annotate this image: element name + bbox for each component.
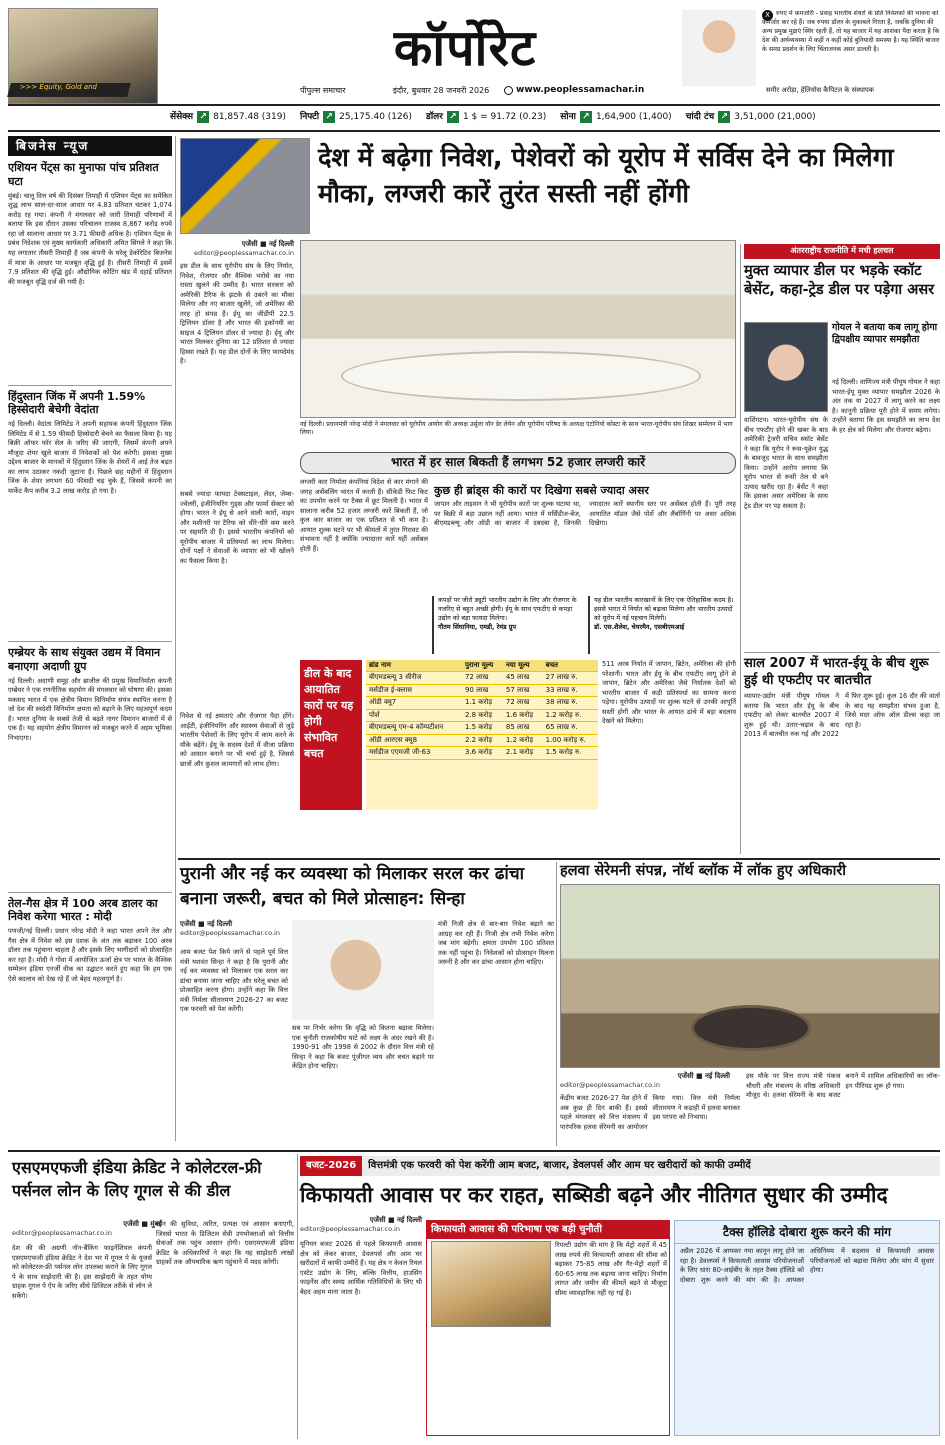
savings-table-tag: डील के बाद आयातित कारों पर यह होगी संभावित बचत bbox=[300, 660, 362, 810]
sinha-body-col1: आम बजट पेश किये जाने से पहले पूर्व वित्त मंत्री यशवंत सिन्हा ने कहा है कि पुरानी और नई कर व्यवस्था को मिलाकर एक सरल कर ढांचा बनाया जाना चाहिए और घरेलू बचत को प्रोत्साहित करना होगा। उन्होंने कहा कि वित्त मंत्री निर्मला सीतारमण 2026-27 का बजट एक फरवरी को पेश करेंगी। bbox=[180, 948, 288, 1014]
halwa-body-col1: केंद्रीय बजट 2026-27 पेश होने में अब कुछ ही दिन बाकी हैं। इससे पहले मंगलवार को वित्त मंत्रालय में पारंपरिक हलवा सेरेमनी का आयोजन किया गया। वित्त मंत्री निर्मला सीतारमण ने कड़ाही में हलवा बनाकर इस परंपरा को निभाया। bbox=[560, 1094, 740, 1131]
halwa-divider bbox=[556, 862, 557, 1146]
table-cell: 2.1 करोड़ bbox=[503, 747, 543, 759]
table-cell: 27 लाख रु. bbox=[543, 672, 598, 684]
summit-table-shape bbox=[341, 351, 701, 401]
section-label-business-news: बिजनेस न्यूज bbox=[8, 136, 172, 156]
lead-body-col2: सबसे ज्यादा फायदा टेक्सटाइल, लेदर, जेम्स-ज्वेलरी, इंजीनियरिंग गुड्स और फार्मा सेक्टर को होगा। भारत ने ईयू से आने वाली कारों, वाइन और मशीनरी पर टैरिफ को धीरे-धीरे कम करने पर सहमति दी है। इससे भारतीय कंपनियों को यूरोपीय बाजार में प्रतिस्पर्धा का लाभ मिलेगा। दोनों पक्षों ने सेवाओं के व्यापार को भी खोलने का फैसला किया है। bbox=[180, 490, 294, 565]
right-divider bbox=[740, 244, 741, 854]
table-cell: 90 लाख bbox=[462, 684, 503, 696]
lead-email: editor@peoplessamachar.co.in bbox=[194, 249, 294, 258]
quote-text: रुपए में कमजोरी - प्रवाह भारतीय शेयरों के प्रति निवेशकों की भावना को कमजोर कर रहे हैं। जब रुपया डॉलर के मुकाबले गिरता है, जबकि दुनिया की अन्य प्रमुख मुद्राएं स्थिर रहती हैं, तो यह बाजार में यह आशंका पैदा करता है कि देश की अर्थव्यवस्था में कहीं न कहीं कोई बुनियादी समस्या है। यह स्थिति बाजार के समग्र प्रदर्शन के लिए चिंताजनक असर डालती है। bbox=[762, 10, 940, 53]
table-cell: 1.5 करोड़ रु. bbox=[543, 747, 598, 759]
tax-holiday-box bbox=[674, 1220, 940, 1436]
ticker-gold: सोना ↗ 1,64,900 (1,400) bbox=[560, 111, 672, 122]
budget-kicker-row bbox=[300, 1156, 940, 1176]
ticker-nifty: निफ्टी ↗ 25,175.40 (126) bbox=[299, 111, 412, 122]
story-asian-paints-body: मुंबई। चालू वित्त वर्ष की दिसंबर तिमाही में एशियन पेंट्स का समेकित शुद्ध लाभ साल-दर-साल आधार पर 4.83 प्रतिशत घटकर 1,074 करोड़ रह गया। कंपनी ने मंगलवार को जारी तिमाही परिणामों में बताया कि इस दौरान उसका परिचालन राजस्व 8,867 करोड़ रुपये रहा जो सालाना आधार पर 3.71 फीसदी अधिक है। एशियन पेंट्स के प्रबंध निदेशक एवं मुख्य कार्यकारी अधिकारी अमित सिंगले ने कहा कि यह लगातार तीसरी तिमाही है जब कंपनी के घरेलू डेकोरेटिव बिजनेस में मात्रा के आधार पर मजबूत वृद्धि हुई है। तीसरी तिमाही में इसमें 7.9 प्रतिशत की वृद्धि हुई। औद्योगिक कोटिंग खंड में दहाई प्रतिशत की मजबूत वृद्धि दर्ज की गयी है। bbox=[8, 191, 172, 286]
budget-kicker: वित्तमंत्री एक फरवरी को पेश करेंगी आम बजट, बाजार, डेवलपर्स और आम घर खरीदारों को काफी उम्मीदें bbox=[368, 1160, 751, 1172]
story-adani-headline: एम्ब्रेयर के साथ संयुक्त उद्यम में विमान बनाएगा अदाणी ग्रुप bbox=[8, 641, 172, 674]
story-vedanta-body: नई दिल्ली। वेदांता लिमिटेड ने अपनी सहायक कंपनी हिंदुस्तान जिंक लिमिटेड में से 1.59 फीसदी हिस्सेदारी बेचने का फैसला किया है। यह बिक्री ऑफर फॉर सेल के जरिए की जाएगी, जिसमें कंपनी अपने मौजूदा शेयर खुले बाजार में निवेशकों को पेश करेगी। इसका मुख्य उद्देश्य बाजार के मानकों में हिंदुस्तान जिंक के शेयरों में आई तेज बढ़त का लाभ उठाकर नकदी जुटाना है। पिछले छह महीनों में हिंदुस्तान जिंक के शेयर लगभग 60 फीसदी चढ़ चुके हैं, जिससे कंपनी का मार्केट कैप करीब 3.2 लाख करोड़ हो गया है। bbox=[8, 420, 172, 496]
right-kicker: अंतरराष्ट्रीय राजनीति में मची हलचल bbox=[744, 244, 940, 259]
website-link[interactable]: www.peoplessamachar.in bbox=[504, 84, 644, 96]
mid-rule bbox=[178, 858, 940, 860]
story-oil-gas-body: पणजी/नई दिल्ली। प्रधान नरेन्द्र मोदी ने कहा भारत अपने तेल और गैस क्षेत्र में निवेश को इस दशक के अंत तक बढ़ाकर 100 अरब डॉलर तक पहुंचाना चाहता है और इसके लिए भागीदारों को प्रोत्साहित कर रहा है। मोदी ने गोवा में आयोजित ऊर्जा क्षेत्र पर भारत के वैश्विक सम्मेलन इंडिया एनर्जी वीक का उद्घाटन करते हुए कहा कि हम एक ऐसे बदलाव को देख रहे हैं जो बेहद महत्वपूर्ण है। bbox=[8, 927, 172, 983]
luxury-car-band: भारत में हर साल बिकती हैं लगभग 52 हजार लग्जरी कारें bbox=[300, 452, 736, 474]
table-header-row bbox=[366, 660, 598, 672]
budget-byline-block bbox=[300, 1216, 422, 1234]
halwa-byline-block bbox=[560, 1072, 730, 1090]
table-cell: 2.8 करोड़ bbox=[462, 709, 503, 721]
bessent-headline: मुक्त व्यापार डील पर भड़के स्कॉट बेसेंट, कहा-ट्रेड डील पर पड़ेगा असर bbox=[744, 263, 935, 298]
table-cell: 1.5 करोड़ bbox=[462, 722, 503, 734]
bottom-rule bbox=[8, 1150, 940, 1152]
table-cell: 38 लाख रु. bbox=[543, 697, 598, 709]
lead-byline-block bbox=[180, 240, 294, 258]
table-cell: पुराना मूल्य bbox=[462, 660, 503, 672]
globe-icon bbox=[504, 86, 513, 95]
up-arrow-icon: ↗ bbox=[580, 111, 592, 123]
goyal-side-headline: गोयल ने बताया कब लागू होगा द्विपक्षीय व्यापार समझौता bbox=[832, 322, 938, 346]
table-cell: 3.6 करोड़ bbox=[462, 747, 503, 759]
goyal-side-body: नई दिल्ली। वाणिज्य मंत्री पीयूष गोयल ने कहा भारत-ईयू मुक्त व्यापार समझौता 2026 के अंत तक या 2027 में लागू करने का लक्ष्य है। कानूनी प्रक्रिया पूरी होने में समय लगेगा। उन्होंने बताया कि इस समझौते का लाभ देश के हर क्षेत्र को मिलेगा और रोजगार बढ़ेगा। bbox=[832, 378, 940, 434]
affordable-box-headline: किफायती आवास की परिभाषा एक बड़ी चुनौती bbox=[427, 1221, 669, 1239]
sinha-headline: पुरानी और नई कर व्यवस्था को मिलाकर सरल कर ढांचा बनाना जरूरी, बचत को मिले प्रोत्साहन: सिन्हा bbox=[180, 864, 525, 909]
table-cell: 2.2 करोड़ bbox=[462, 734, 503, 746]
x-logo-icon: X bbox=[762, 10, 773, 21]
bessent-body-ext bbox=[832, 590, 940, 646]
table-cell: 1.1 करोड़ bbox=[462, 697, 503, 709]
halwa-headline: हलवा सेरेमनी संपन्न, नॉर्थ ब्लॉक में लॉक हुए अधिकारी bbox=[560, 863, 847, 879]
story-asian-paints-headline: एशियन पेंट्स का मुनाफा पांच प्रतिशत घटा bbox=[8, 161, 159, 188]
table-cell: 57 लाख bbox=[503, 684, 543, 696]
ticker-sensex: सेंसेक्स ↗ 81,857.48 (319) bbox=[170, 111, 286, 122]
up-arrow-icon: ↗ bbox=[323, 111, 335, 123]
left-column bbox=[8, 136, 172, 1146]
up-arrow-icon: ↗ bbox=[197, 111, 209, 123]
story-vedanta-headline: हिंदुस्तान जिंक में अपनी 1.59% हिस्सेदारी बेचेगी वेदांता bbox=[8, 385, 172, 418]
masthead-dateline: इंदौर, बुधवार 28 जनवरी 2026 bbox=[393, 86, 490, 95]
table-cell: बीएमडब्ल्यू 3 सीरीज bbox=[366, 672, 462, 684]
column-divider bbox=[175, 136, 176, 1141]
savings-table bbox=[366, 660, 598, 810]
table-row bbox=[366, 747, 598, 759]
lead-body-col1: इस डील के साथ यूरोपीय संघ के लिए निर्यात, निवेश, रोजगार और वैश्विक भरोसे का नया रास्ता खुलने की उम्मीद है। भारत सरकार को अमेरिकी टैरिफ के झटके से उबरने का मौका मिलेगा और नए बाजार खुलेंगे, जो अमेरिका की तरह हो संपन्न हैं। ईयू का जीडीपी 22.5 ट्रिलियन डॉलर है और भारत की इकॉनमी का साइज 4 ट्रिलियन डॉलर से ज्यादा है। ईयू और भारत मिलकर दुनिया का 12 प्रतिशत से ज्यादा हिस्सा रखते हैं। यह डील दोनों के लिए फायदेमंद है। bbox=[180, 262, 294, 366]
ticker-dollar: डॉलर ↗ 1 $ = 91.72 (0.23) bbox=[426, 111, 547, 122]
smfg-byline-block bbox=[12, 1220, 162, 1238]
table-row bbox=[366, 709, 598, 721]
quote-author-photo bbox=[682, 10, 756, 86]
smfg-headline: एसएमएफजी इंडिया क्रेडिट ने कोलेटरल-फ्री पर्सनल लोन के लिए गूगल से की डील bbox=[12, 1158, 262, 1201]
quote-box bbox=[682, 10, 940, 105]
budget-email: editor@peoplessamachar.co.in bbox=[300, 1225, 400, 1234]
brands-sub-headline: कुछ ही ब्रांड्स की कारों पर दिखेगा सबसे ज्यादा असर bbox=[434, 484, 649, 497]
up-arrow-icon: ↗ bbox=[718, 111, 730, 123]
up-arrow-icon: ↗ bbox=[447, 111, 459, 123]
brands-sub-body: जापान और ताइवान ने भी यूरोपीय कारों पर शुल्क घटाया था, पर बिक्री में बड़ा उछाल नहीं आया। भारत में मर्सिडीज-बेंज, बीएमडब्ल्यू और ऑडी का बाजार में दबदबा है, जिनकी ज्यादातर कारें स्थानीय स्तर पर असेंबल होती हैं। पूरी तरह आयातित मॉडल जैसे पोर्शे और लैंबॉर्गिनी पर असर अधिक दिखेगा। bbox=[434, 500, 736, 528]
talks-2007-headline: साल 2007 में भारत-ईयू के बीच शुरू हुई थी एफटीए पर बातचीत bbox=[744, 652, 940, 690]
table-cell: ऑडी आरएस क्यू8 bbox=[366, 734, 462, 746]
table-cell: मर्सडीज ई-क्लास bbox=[366, 684, 462, 696]
table-cell: पोर्श bbox=[366, 709, 462, 721]
table-row bbox=[366, 672, 598, 684]
table-cell: 85 लाख bbox=[503, 722, 543, 734]
quote-author: समीर अरोड़ा, हेलियोस कैपिटल के संस्थापक bbox=[766, 86, 874, 94]
affordable-box bbox=[426, 1220, 670, 1436]
halwa-email: editor@peoplessamachar.co.in bbox=[560, 1081, 660, 1090]
table-cell: मर्सडीज एएमजी जी-63 bbox=[366, 747, 462, 759]
sinha-body-col2: सब पर निर्भर करेगा कि वृद्धि को कितना बढ़ावा मिलेगा। एक चुनौती राजकोषीय घाटे को लक्ष्य के अंदर रखने की है। 1990-91 और 1998 से 2002 के दौरान वित्त मंत्री रहे सिन्हा ने कहा कि बजट पूंजीगत व्यय और बचत बढ़ाने पर केंद्रित होना चाहिए। bbox=[292, 1024, 434, 1071]
quote-shailesh: यह डील भारतीय कारखानों के लिए एक ऐतिहासिक कदम है। इससे भारत में निर्यात को बढ़ावा मिलेगा और भारतीय उत्पादों को यूरोप में नई पहचान मिलेगी। डॉ. एस.शैलेश, चेयरमैन, एसबीएमआई bbox=[588, 596, 736, 654]
budget-tag: बजट-2026 bbox=[300, 1156, 362, 1176]
table-cell: 1.00 करोड़ रु. bbox=[543, 734, 598, 746]
table-row bbox=[366, 697, 598, 709]
sinha-email: editor@peoplessamachar.co.in bbox=[180, 929, 280, 938]
budget-byline: एजेंसी ■ नई दिल्ली bbox=[369, 1216, 422, 1224]
table-cell: 72 लाख bbox=[462, 672, 503, 684]
ticker-silver: चांदी टंच ↗ 3,51,000 (21,000) bbox=[685, 111, 816, 122]
table-row bbox=[366, 722, 598, 734]
lead-summit-photo bbox=[300, 240, 736, 418]
sinha-photo bbox=[292, 920, 434, 1020]
story-adani-body: नई दिल्ली। अदाणी समूह और ब्राजील की प्रमुख विमानिर्माता कंपनी एम्ब्रेयर ने एक रणनीतिक सहयोग की मंगलवार को घोषणा की। इसका मकसद भारत में एक क्षेत्रीय विमान विनिर्माण संयंत्र स्थापित करना है जो देश की स्वदेशी विनिर्माण क्षमता को बढ़ाने के लिए महत्वपूर्ण कदम है। भारत दुनिया के सबसे तेजी से बढ़ते नागर विमानन बाजारों में से एक है। यह सहयोग क्षेत्रीय विमानन को मजबूत करने में अहम भूमिका निभाएगा। bbox=[8, 676, 172, 742]
table-cell: 33 लाख रु. bbox=[543, 684, 598, 696]
smfg-byline: एजेंसी ■ मुंबई bbox=[123, 1220, 162, 1228]
bessent-photo bbox=[744, 322, 828, 412]
tax-holiday-headline: टैक्स हॉलिडे दोबारा शुरू करने की मांग bbox=[675, 1221, 939, 1244]
table-cell: ऑडी क्यू7 bbox=[366, 697, 462, 709]
halwa-ceremony-photo bbox=[560, 884, 940, 1068]
table-cell: 1.2 करोड़ bbox=[503, 734, 543, 746]
budget-body: यूनियन बजट 2026 से पहले किफायती आवास क्षेत्र को लेकर बाजार, डेवलपर्स और आम घर खरीदारों में काफी उम्मीदें हैं। यह क्षेत्र न केवल रियल एस्टेट उद्योग के लिए, बल्कि वित्तीय, हाउसिंग फाइनेंस और समग्र आर्थिक गतिविधियों के लिए भी बेहद अहम माना जाता है। bbox=[300, 1240, 422, 1296]
table-cell: 1.6 करोड़ bbox=[503, 709, 543, 721]
table-cell: 45 लाख bbox=[503, 672, 543, 684]
table-cell: बीएमडब्ल्यू एम-4 कॉम्पटीशन bbox=[366, 722, 462, 734]
table-cell: बचत bbox=[543, 660, 598, 672]
bessent-body: वाशिंगटन। भारत-यूरोपीय संघ के बीच एफटीए होने की खबर के बाद अमेरिकी ट्रेजरी सचिव स्कॉट बेसेंट ने कहा कि यूरोप ने रूस-यूक्रेन युद्ध के बावजूद भारत के साथ समझौता किया। उन्होंने आरोप लगाया कि यूरोप भारत से रूसी तेल से बने उत्पाद खरीद रहा है। बेसेंट ने कहा कि इसका असर अमेरिका के साथ ट्रेड डील पर पड़ सकता है। bbox=[744, 416, 828, 510]
budget-headline: किफायती आवास पर कर राहत, सब्सिडी बढ़ने और नीतिगत सुधार की उम्मीद bbox=[300, 1183, 888, 1207]
sinha-body-col3: मंत्री निजी क्षेत्र से बार-बार निवेश बढ़ाने का आग्रह कर रही हैं। निजी क्षेत्र तभी निवेश करेगा जब मांग बढ़ेगी। क्षमता उपयोग 100 प्रतिशत तक नहीं पहुंचा है। निवेशकों को प्रोत्साहन मिलना जरूरी है और कर ढांचा आसान होना चाहिए। bbox=[438, 920, 554, 967]
lead-photo-caption: नई दिल्ली। प्रधानमंत्री नरेन्द्र मोदी ने मंगलवार को यूरोपीय आयोग की अध्यक्ष उर्सुला वॉन डेर लेयेन और यूरोपीय परिषद के अध्यक्ष एंटोनियो कोस्टा के साथ भारत-यूरोपीय संघ शिखर सम्मेलन में भाग लिया। bbox=[300, 421, 733, 437]
table-row bbox=[366, 734, 598, 746]
photo-caption-strip: >>> Equity, Gold and bbox=[7, 83, 131, 97]
luxury-car-body: लग्जरी कार निर्माता कंपनियां विदेश से कार मंगाने की जगह असेंबलिंग भारत में करती हैं। सीकेडी फिट किट का उपयोग करने पर टैक्स में छूट मिलती है। भारत में सालाना करीब 52 हजार लग्जरी कारें बिकती हैं, जो कुल कार बाजार का एक प्रतिशत से भी कम है। आयात शुल्क घटने पर भी कीमतों में तुरंत गिरावट की संभावना नहीं है क्योंकि ज्यादातर कारें यहीं असेंबल होती हैं। bbox=[300, 478, 428, 553]
tax-holiday-body: अप्रैल 2026 में आयकर नया कानून लागू होने जा रहा है। डेवलपर्स ने किफायती आवास परियोजनाओं के लिए धारा 80-आईबीए के तहत टैक्स हॉलिडे को दोबारा शुरू करने की मांग की है। आयकर अधिनियम में बदलाव से किफायती आवास परियोजनाओं को बढ़ावा मिलेगा और मांग में सुधार होगा। bbox=[680, 1247, 934, 1284]
lead-thumbnail-photo bbox=[180, 138, 310, 234]
quote-singhania: कपड़ों पर जीरो ड्यूटी भारतीय उद्योग के लिए और रोजगार के नजरिए से बहुत अच्छी होगी। ईयू के साथ एफटीए से कपड़ा उद्योग को बड़ा फायदा मिलेगा। गौतम सिंघानिया, एमडी, रेमंड ग्रुप bbox=[432, 596, 582, 654]
sinha-byline: एजेंसी ■ नई दिल्ली bbox=[180, 920, 233, 928]
house-coins-photo bbox=[431, 1241, 551, 1327]
halwa-body-col2: इस मौके पर वित्त राज्य मंत्री पंकज चौधरी और मंत्रालय के वरिष्ठ अधिकारी मौजूद थे। हलवा सेरेमनी के बाद बजट बनाने में शामिल अधिकारियों का लॉक-इन पीरियड शुरू हो गया। bbox=[746, 1072, 940, 1100]
budget-divider bbox=[297, 1154, 298, 1439]
masthead-title: कॉर्पोरेट bbox=[393, 18, 537, 77]
lead-byline: एजेंसी ■ नई दिल्ली bbox=[241, 240, 294, 248]
table-cell: 72 लाख bbox=[503, 697, 543, 709]
market-ticker bbox=[170, 108, 940, 126]
table-row bbox=[366, 684, 598, 696]
table-cell: नया मूल्य bbox=[503, 660, 543, 672]
ticker-top-rule bbox=[8, 104, 940, 106]
ticker-bottom-rule bbox=[8, 130, 940, 132]
smfg-body-col1: देश की की अग्रणी नॉन-बैंकिंग फाइनेंशियल कंपनी एसएमएफजी इंडिया क्रेडिट ने देश भर में गूगल पे के यूजर्स को कोलेटरल-फ्री पर्सनल लोन उपलब्ध कराने के लिए गूगल पे के साथ साझेदारी की है। इस साझेदारी के तहत योग्य ग्राहक गूगल पे ऐप के जरिए सीधे डिजिटल तरीके से लोन ले सकेंगे। bbox=[12, 1244, 152, 1300]
masthead-publisher: पीपुल्स समाचार bbox=[300, 86, 346, 95]
lead-side-body: 511 अरब निर्यात में जापान, ब्रिटेन, अमेरिका की होगी परेशानी। भारत और ईयू के बीच एफटीए लागू होने से जापान, ब्रिटेन और अमेरिका जैसे निर्यातक देशों को भारतीय बाजार में कड़ी प्रतिस्पर्धा का सामना करना पड़ेगा। यूरोपीय उत्पादों पर शुल्क घटने से उनकी आपूर्ति सस्ती होगी और भारत के आयात ढांचे में बड़ा बदलाव देखने को मिलेगा। bbox=[602, 660, 736, 726]
lead-headline: देश में बढ़ेगा निवेश, पेशेवरों को यूरोप में सर्विस देने का मिलेगा मौका, लग्जरी कारें तुरंत सस्ती नहीं होंगी bbox=[318, 143, 894, 210]
affordable-box-body: रियल्टी उद्योग की मांग है कि मेट्रो शहरों में 45 लाख रुपये की किफायती आवास की सीमा को बढ़ाकर 75-85 लाख और गैर-मेट्रो शहरों में 60-65 लाख तक बढ़ाया जाना चाहिए। निर्माण लागत और जमीन की कीमतें बढ़ने से मौजूदा सीमा व्यावहारिक नहीं रह गई है। bbox=[555, 1241, 667, 1297]
lead-body-col4: निवेश से नई क्षमताएं और रोजगार पैदा होंगे। आईटी, इंजीनियरिंग और स्वास्थ्य सेवाओं से जुड़े भारतीय पेशेवरों के लिए यूरोप में काम करने के मौके बढ़ेंगे। ईयू के सदस्य देशों में वीजा प्रक्रिया को आसान बनाने पर भी चर्चा हुई है, जिससे छात्रों और कुशल कामगारों को लाभ होगा। bbox=[180, 712, 294, 768]
halwa-kadhai-shape bbox=[691, 1005, 811, 1051]
smfg-email: editor@peoplessamachar.co.in bbox=[12, 1229, 112, 1238]
table-cell: ब्रांड नाम bbox=[366, 660, 462, 672]
talks-2007-body: व्यापार-उद्योग मंत्री पीयूष गोयल ने बताया कि भारत और ईयू के बीच एफटीए को लेकर बातचीत 2007 में शुरू हुई थी। उतार-चढ़ाव के बाद 2013 में बातचीत रुक गई और 2022 में फिर शुरू हुई। कुल 16 दौर की वार्ता के बाद यह समझौता संभव हुआ है, जिसे मदर ऑफ ऑल डील्स कहा जा रहा है। bbox=[744, 692, 940, 739]
table-cell: 65 लाख रु. bbox=[543, 722, 598, 734]
table-cell: 1.2 करोड़ रु. bbox=[543, 709, 598, 721]
story-oil-gas-headline: तेल-गैस क्षेत्र में 100 अरब डालर का निवेश करेगा भारत : मोदी bbox=[8, 892, 172, 925]
halwa-byline: एजेंसी ■ नई दिल्ली bbox=[677, 1072, 730, 1080]
masthead-left-photo bbox=[8, 8, 158, 104]
smfg-body-col2: लोन की सुविधा, त्वरित, प्रत्यक्ष एवं आसान बनाएगी, जिससे भारत के डिजिटल सेवी उपभोक्ताओं को वित्तीय सेवाओं तक पहुंच आसान होगी। एसएमएफजी इंडिया क्रेडिट के अधिकारियों ने कहा कि यह साझेदारी लाखों ग्राहकों तक औपचारिक ऋण पहुंचाने में मदद करेगी। bbox=[156, 1220, 294, 1267]
